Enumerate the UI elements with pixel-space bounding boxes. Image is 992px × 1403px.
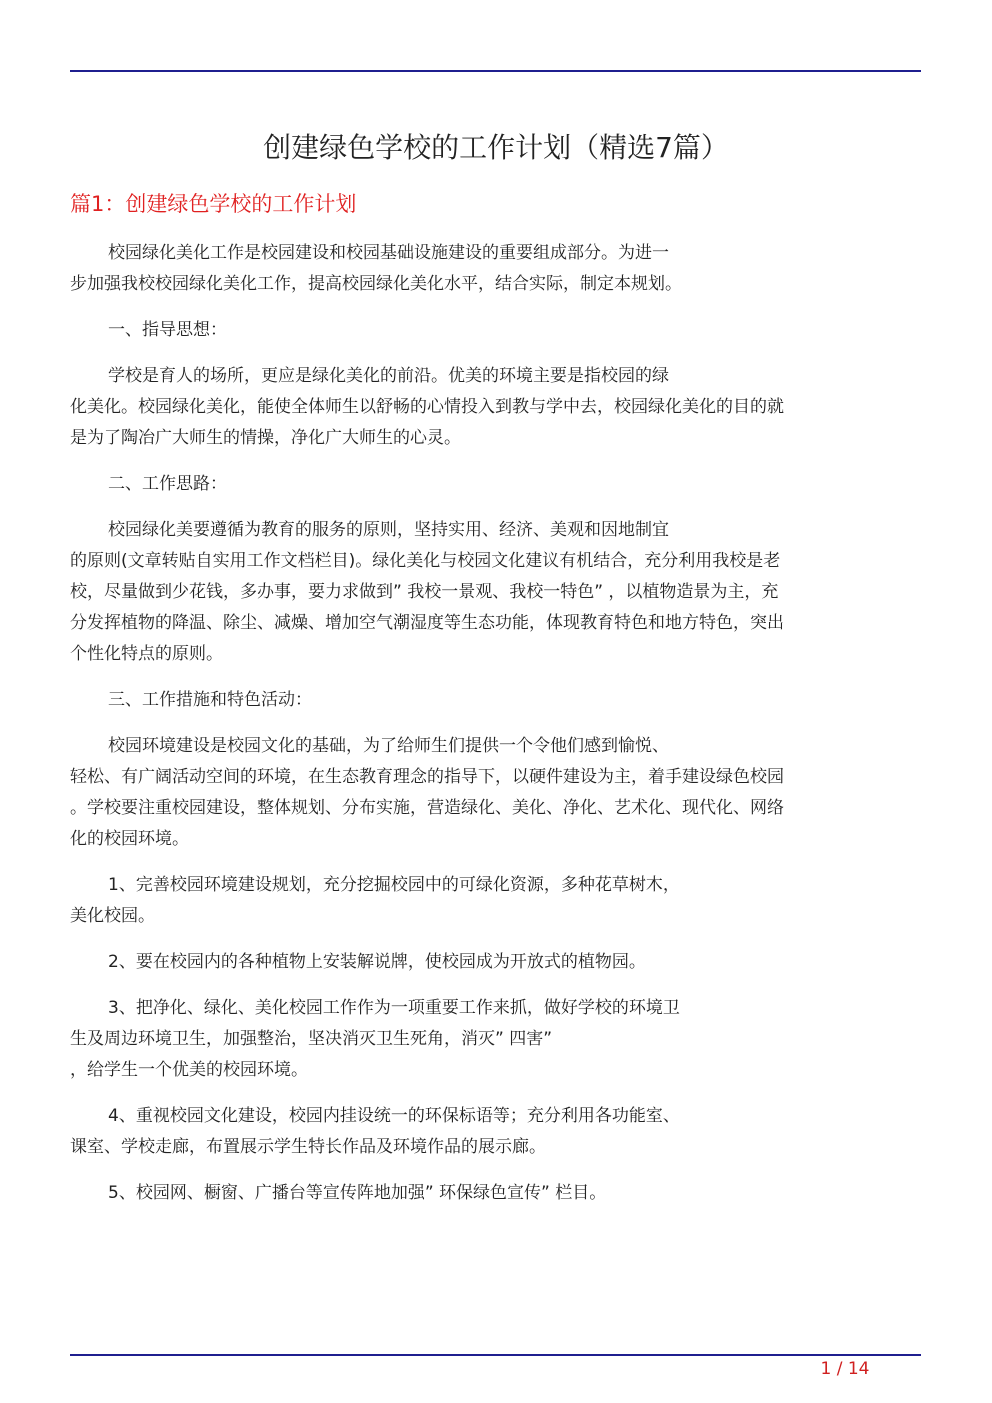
paragraph [70,469,912,500]
paragraph-line: 分发挥植物的降温、除尘、减燥、增加空气潮湿度等生态功能，体现教育特色和地方特色，突出 [70,613,784,633]
paragraph-line: 轻松、有广阔活动空间的环境，在生态教育理念的指导下，以硬件建设为主，着手建设绿色校园 [70,767,784,787]
paragraph-line: 校园环境建设是校园文化的基础，为了给师生们提供一个令他们感到愉悦、 [108,736,669,756]
page-indicator: 1 / 14 [820,1359,870,1379]
paragraph-line: ，给学生一个优美的校园环境。 [70,1060,308,1080]
paragraph-line: 3、把净化、绿化、美化校园工作作为一项重要工作来抓，做好学校的环境卫 [108,998,680,1018]
paragraph [70,238,912,300]
paragraph-line: 步加强我校校园绿化美化工作，提高校园绿化美化水平，结合实际，制定本规划。 [70,274,682,294]
paragraph-line: 1、完善校园环境建设规划，充分挖掘校园中的可绿化资源，多种花草树木， [108,875,680,895]
section-heading: 篇1：创建绿色学校的工作计划 [70,192,357,216]
paragraph [70,685,912,716]
paragraph-line: 课室、学校走廊，布置展示学生特长作品及环境作品的展示廊。 [70,1137,546,1157]
paragraph-line: 校园绿化美化工作是校园建设和校园基础设施建设的重要组成部分。为进一 [108,243,669,263]
paragraph-line: 4、重视校园文化建设，校园内挂设统一的环保标语等；充分利用各功能室、 [108,1106,680,1126]
document-title: 创建绿色学校的工作计划（精选7篇） [263,131,729,164]
header-rule [70,70,921,72]
paragraph-line: 学校是育人的场所，更应是绿化美化的前沿。优美的环境主要是指校园的绿 [108,366,669,386]
paragraph-line: 校，尽量做到少花钱，多办事，要力求做到” 我校一景观、我校一特色” ，以植物造景为主，充 [70,582,779,602]
paragraph [70,993,912,1086]
paragraph-line: 一、指导思想： [108,320,227,340]
paragraph-line: 2、要在校园内的各种植物上安装解说牌，使校园成为开放式的植物园。 [108,952,646,972]
paragraph [70,731,912,855]
paragraph-line: 化美化。校园绿化美化，能使全体师生以舒畅的心情投入到教与学中去，校园绿化美化的目的就 [70,397,784,417]
paragraph [70,1178,912,1209]
document-body [70,238,912,1224]
paragraph-line: 校园绿化美要遵循为教育的服务的原则，坚持实用、经济、美观和因地制宜 [108,520,669,540]
paragraph-line: 三、工作措施和特色活动： [108,690,312,710]
footer-rule [70,1354,921,1356]
paragraph-line: 化的校园环境。 [70,829,189,849]
paragraph-line: 个性化特点的原则。 [70,644,223,664]
paragraph-line: 的原则(文章转贴自实用工作文档栏目)。绿化美化与校园文化建议有机结合，充分利用我校是老 [70,551,781,571]
paragraph [70,515,912,670]
paragraph-line: 。学校要注重校园建设，整体规划、分布实施，营造绿化、美化、净化、艺术化、现代化、网络 [70,798,784,818]
paragraph [70,1101,912,1163]
paragraph-line: 二、工作思路： [108,474,227,494]
paragraph [70,870,912,932]
paragraph-line: 生及周边环境卫生，加强整治，坚决消灭卫生死角，消灭” 四害” [70,1029,553,1049]
paragraph-line: 美化校园。 [70,906,155,926]
paragraph-line: 是为了陶冶广大师生的情操，净化广大师生的心灵。 [70,428,461,448]
paragraph [70,947,912,978]
paragraph [70,315,912,346]
paragraph [70,361,912,454]
paragraph-line: 5、校园网、橱窗、广播台等宣传阵地加强” 环保绿色宣传” 栏目。 [108,1183,607,1203]
